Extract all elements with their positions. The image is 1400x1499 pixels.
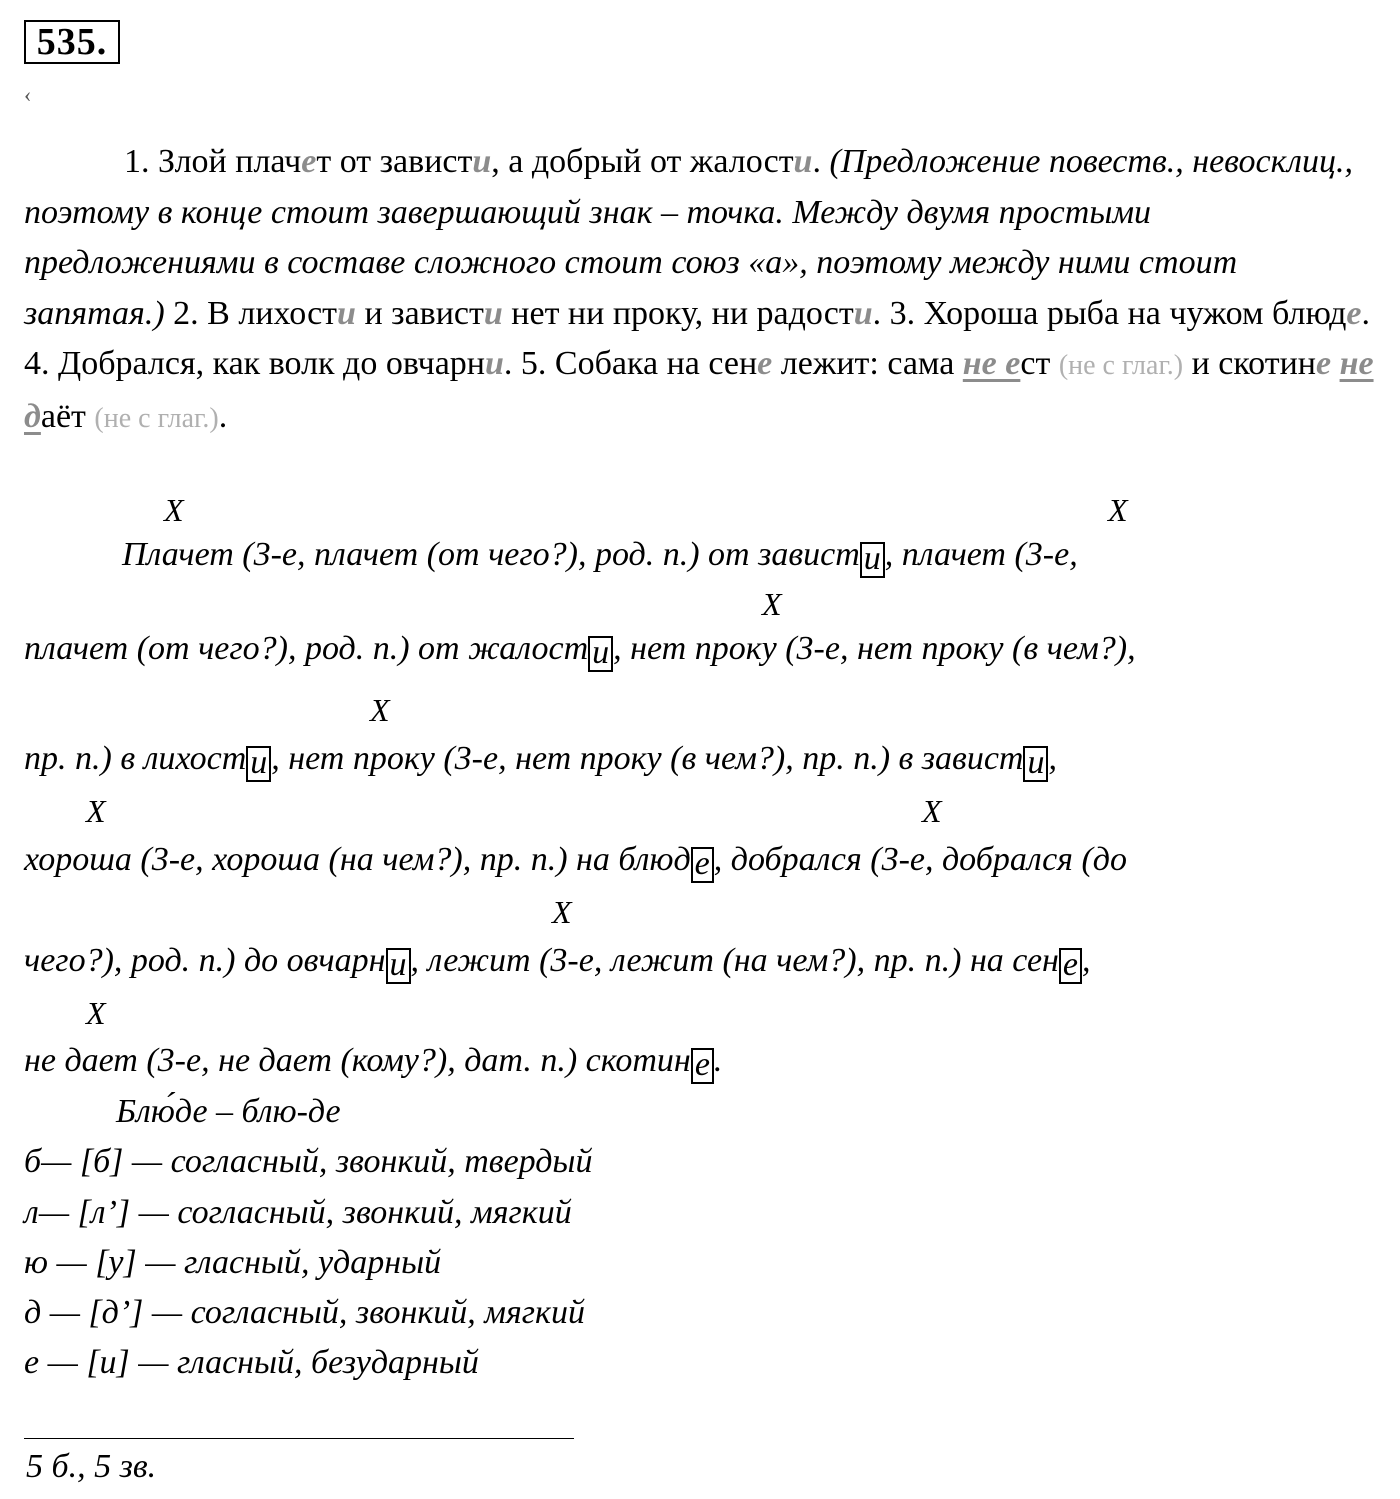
- x-mark: X: [762, 586, 782, 622]
- sentence-3: . 3. Хороша рыба на чужом блюде: [872, 294, 1362, 332]
- analysis-line-2: плачет (от чего?), род. п.) от жалост и , нет проку (3-е, нет проку (в чем?),: [24, 630, 1136, 671]
- main-paragraph: [24, 137, 1376, 444]
- ending-box: е: [691, 847, 714, 883]
- grammar-note: (не с глаг.): [94, 402, 219, 434]
- footer-divider: [24, 1438, 574, 1439]
- phonetic-row: б— [б] — согласный, звонкий, твердый: [24, 1143, 593, 1180]
- x-mark: X: [86, 995, 106, 1031]
- x-mark: X: [164, 492, 184, 528]
- phonetic-row: д — [д’] — согласный, звонкий, мягкий: [24, 1294, 585, 1331]
- ending-box: и: [860, 542, 885, 578]
- phonetic-row: ю — [у] — гласный, ударный: [24, 1244, 442, 1281]
- grammar-note: (не с глаг.): [1058, 350, 1184, 381]
- analysis-line-3: пр. п.) в лихост и , нет проку (3-е, нет проку (в чем?), пр. п.) в завист и ,: [24, 740, 1057, 781]
- exercise-number: 535.: [24, 20, 120, 64]
- phonetic-row: л— [л’] — согласный, звонкий, мягкий: [24, 1194, 572, 1231]
- sentence-4: . 4. Добрался, как волк до овчарни: [24, 294, 1371, 382]
- analysis-line-1: Плачет (3-е, плачет (от чего?), род. п.) от завист и , плачет (3-е,: [122, 536, 1078, 577]
- phonetic-title: Блю́де – блю-де: [116, 1093, 341, 1130]
- sentence-5: . 5. Собака на сене лежит: сама не ест (не с глаг.) и скотине не даёт (не с глаг.).: [24, 345, 1374, 435]
- phonetic-row: е — [и] — гласный, безударный: [24, 1344, 479, 1381]
- underlined-particle: не д: [24, 345, 1374, 435]
- ending-box: е: [691, 1048, 714, 1084]
- x-mark: X: [1108, 492, 1128, 528]
- ending-box: и: [246, 746, 271, 782]
- sentence-1-note: (Предложение повеств., невосклиц., поэтому в конце стоит завершающий знак – точка. Между двумя простыми предложениями в составе сложного стоит союз «а», поэтому между ними стоит запятая.): [24, 143, 1353, 332]
- underlined-particle: не е: [962, 345, 1021, 382]
- x-mark: X: [552, 894, 572, 930]
- analysis-line-4: хороша (3-е, хороша (на чем?), пр. п.) на блюд е , добрался (3-е, добрался (до: [24, 841, 1127, 882]
- x-mark: X: [922, 793, 942, 829]
- sentence-2: 2. В лихости и зависти нет ни проку, ни радости: [164, 294, 873, 332]
- ending-box: и: [1023, 746, 1048, 782]
- ending-box: и: [588, 636, 613, 672]
- x-mark: X: [370, 692, 390, 728]
- stray-mark: ‹: [24, 82, 32, 107]
- x-mark: X: [86, 793, 106, 829]
- ending-box: и: [386, 948, 411, 984]
- footer-summary: 5 б., 5 зв.: [26, 1448, 157, 1485]
- sentence-1: 1. Злой плачет от зависти, а добрый от жалости.: [124, 143, 830, 180]
- analysis-line-5: чего?), род. п.) до овчарн и , лежит (3-е, лежит (на чем?), пр. п.) на сен е ,: [24, 942, 1091, 983]
- ending-box: е: [1059, 948, 1082, 984]
- analysis-line-6: не дает (3-е, не дает (кому?), дат. п.) скотин е .: [24, 1042, 723, 1083]
